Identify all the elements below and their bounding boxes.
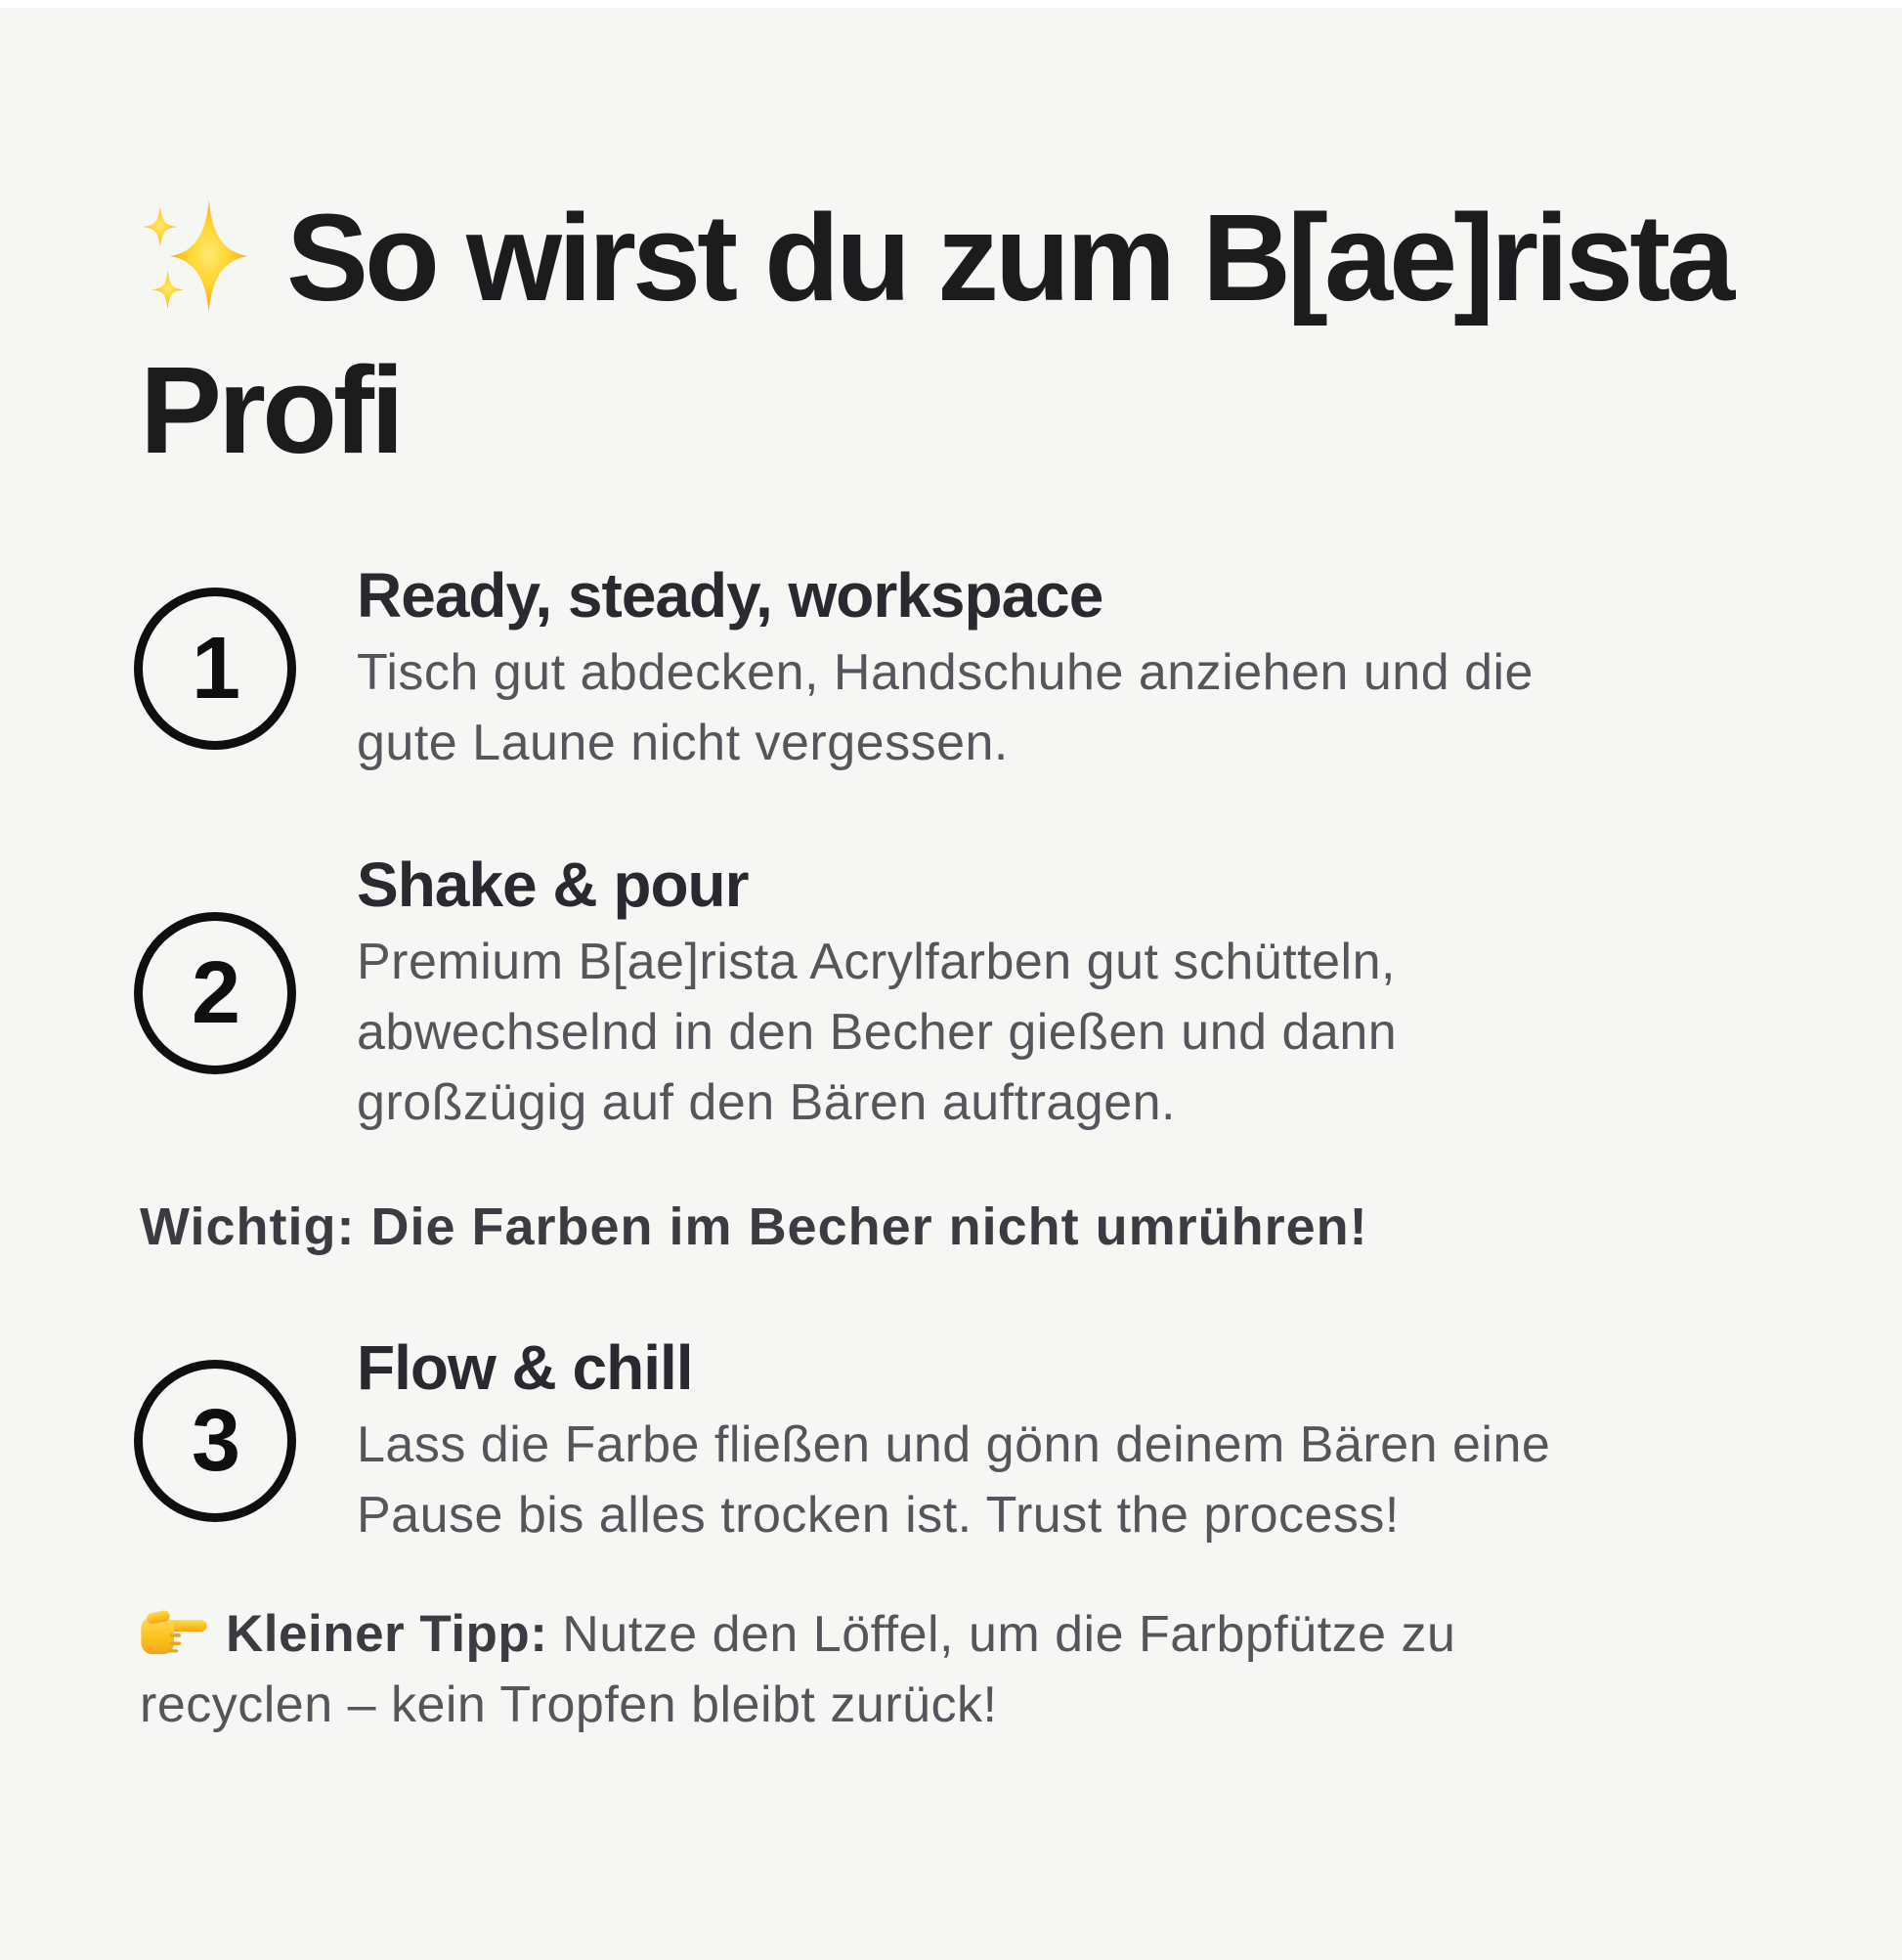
tip-text: Nutze den Löffel, um die Farbpfütze zu recyclen – kein Tropfen bleibt zurück! [140,1606,1456,1733]
page-title [140,182,1782,487]
title-line-2: Profi [140,341,402,479]
title-line-1: So wirst du zum B[ae]rista [286,189,1732,327]
tip-note [140,1599,1586,1740]
top-border [0,0,1902,8]
step-text [357,559,1578,778]
step-text [357,849,1578,1138]
step-heading: Shake & pour [357,849,749,920]
step-number: 3 [191,1391,239,1490]
step-number: 1 [191,619,239,718]
step-item-3 [134,1331,1737,1550]
step-number: 2 [191,943,239,1042]
step-item-1 [134,559,1737,778]
step-heading: Ready, steady, workspace [357,560,1103,631]
tip-label: Kleiner Tipp: [226,1605,548,1663]
sparkles-icon [140,196,263,316]
step-body: Lass die Farbe fließen und gönn deinem Bären eine Pause bis alles trocken ist. Trust the process! [357,1416,1551,1544]
step-number-badge [134,1360,296,1522]
pointing-right-icon [140,1605,208,1656]
step-number-badge [134,588,296,750]
step-number-badge [134,912,296,1074]
step-item-2 [134,849,1737,1138]
step-body: Tisch gut abdecken, Handschuhe anziehen und die gute Laune nicht vergessen. [357,644,1534,771]
step-body: Premium B[ae]rista Acrylfarben gut schütteln, abwechselnd in den Becher gießen und dann großzügig auf den Bären auftragen. [357,934,1398,1131]
important-note: Wichtig: Die Farben im Becher nicht umrühren! [140,1198,1368,1256]
step-heading: Flow & chill [357,1332,693,1403]
step-text [357,1331,1578,1550]
